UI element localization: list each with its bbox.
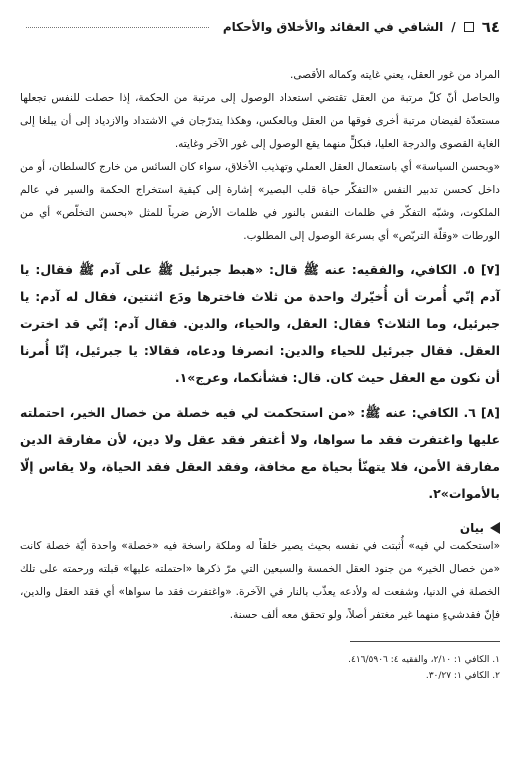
- bayan-text: «استحكمت لي فيه» أُثبتت في نفسه بحيث يصير خلقاً له وملكة راسخة فيه «خصلة» واحدة أيّة خصلة كانت «من خصال الخير» من جنود العقل الخمسة والسبعين التي مرّ ذكرها «احتملته عليها» قبلته ورحمته على تلك الخصلة في الدنيا، وشفعت له ولأدعه يعذّب بالنار في الآخرة. «واغتفرت فقد ما سواها» أي فقد العقل والدين، فإنّ فقدشيءٍ منهما غير مغتفر أصلاً، ولو تحقق معه ألف حسنة.: [20, 540, 500, 621]
- bayan-heading: [20, 521, 500, 535]
- running-title: الشافي في العقائد والأخلاق والأحكام: [222, 20, 444, 34]
- header-dotted-rule: [26, 26, 209, 28]
- paragraph-1: المراد من غور العقل، يعني غايته وكماله الأقصى.: [290, 69, 500, 81]
- page-header: [20, 18, 500, 36]
- hadith-7: [٧] ٥. الكافي، والفقيه: عنه ﷺ قال: «هبط جبرئيل ﷺ على آدم ﷺ فقال: يا آدم إنّي أُمرت أن أُخيّرك واحدة من ثلاث فاخترها ودَع اثنتين، فقال له آدم: يا جبرئيل، وما الثلاث؟ فقال: العقل، والحياء، والدين. فقال آدم: إنّي قد اخترت العقل. فقال جبرئيل للحياء والدين: انصرفا ودعاه، فقالا: يا جبرئيل، إنّا أُمرنا أن نكون مع العقل حيث كان. قال: فشأنكما، وعرج»١.: [20, 262, 500, 385]
- square-ornament-icon: [464, 22, 474, 32]
- bayan-heading-label: بيان: [459, 521, 484, 535]
- footnote-divider: [350, 641, 500, 642]
- footnote-1: ١. الكافي ١: ٢/١٠، والفقيه ٤: ٤١٦/٥٩٠٦.: [348, 655, 500, 665]
- book-page: [20, 18, 500, 768]
- header-separator: /: [451, 20, 456, 34]
- page-number: ٦٤: [481, 18, 500, 36]
- paragraph-2: والحاصل أنّ كلّ مرتبة من العقل تقتضي استعداد الوصول إلى مرتبة من الحكمة، إذا حصلت للنفس تجعلها مستعدّة لفيضان مرتبة أخرى فوقها من العقل وبالعكس، وهكذا يتدرّجان في الاشتداد والازدياد إلى أن يبلغا إلى الغاية القصوى والدرجة العليا، فبكلٍّ منهما يقع الوصول إلى غور الآخر وغايته.: [20, 92, 500, 150]
- hadith-8: [٨] ٦. الكافي: عنه ﷺ: «من استحكمت لي فيه خصلة من خصال الخير، احتملته عليها واغتفرت فقد ما سواها، ولا أغتفر فقد عقل ولا دين، لأن مفارقة الدين مفارقة الأمن، فلا يتهنّأ بحياة مع مخافة، وفقد العقل فقد الحياة، ولا يقاس إلّا بالأموات»٢.: [20, 405, 500, 501]
- paragraph-3: «وبحسن السياسة» أي باستعمال العقل العملي وتهذيب الأخلاق، سواء كان السائس من خارج كالسلطان، أو من داخل كحسن تدبير النفس «التفكّر حياة قلب البصير» إشارة إلى كيفية استخراج الحكمة والسير في عالم الملكوت، وشبّه التفكّر في ظلمات النفس بالنور في ظلمات الأرض ضرباً للمثل «بحسن التخلّص» أي من الورطات «وقلّة التربّص» أي بسرعة الوصول إلى المطلوب.: [20, 161, 500, 242]
- header-title-group: [20, 18, 500, 36]
- footnote-2: ٢. الكافي ١: ٣٠/٢٧.: [425, 671, 500, 681]
- triangle-bullet-icon: [490, 522, 500, 534]
